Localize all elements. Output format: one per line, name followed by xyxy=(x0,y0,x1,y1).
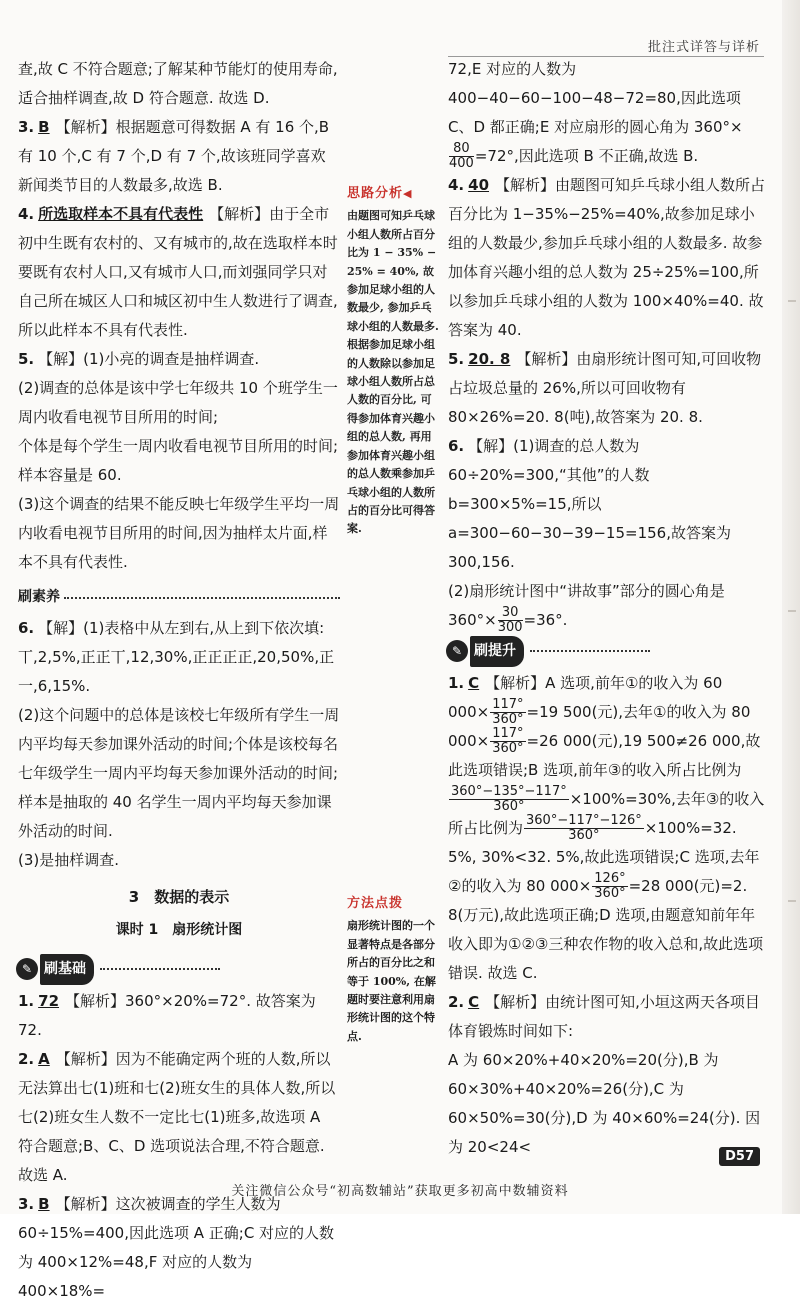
answer: B xyxy=(38,118,50,136)
note-text: 由题图可知乒乓球小组人数所占百分比为 1 − 35% − 25% = 40%, 故参加足球小组的人数最少, 参加乒乓球小组的人数最多. 根据参加足球小组的人数除以参加足球小组人数所占总人数的百分比, 可得参加体育兴趣小组的总人数, 再用参加体育兴趣小组的总人数乘参加乒乓球小组的人数所占的百分比可得答案. xyxy=(347,209,439,536)
note-text: 扇形统计图的一个显著特点是各部分所占的百分比之和等于 100%, 在解题时要注意利用扇形统计图的这个特点. xyxy=(347,919,436,1043)
left-column xyxy=(18,55,340,1306)
edge-mark xyxy=(788,300,796,302)
question-number: 5. xyxy=(448,350,465,368)
analysis: 【解析】这次被调查的学生人数为 60÷15%=400,因此选项 A 正确;C 对应的人数为 400×12%=48,F 对应的人数为 400×18%= xyxy=(18,1195,335,1300)
text: ×100%=32. 5%, 30%<32. 5%,故此选项错误;C 选项,去年②的收入为 80 000× xyxy=(448,819,760,895)
advanced-question-1 xyxy=(448,669,766,988)
basic-question-1 xyxy=(18,987,340,1045)
solution-line: (3)这个调查的结果不能反映七年级学生平均一周内收看电视节目所用的时间,因为抽样太片面,样本不具有代表性. xyxy=(18,495,340,571)
numerator: 360°−117°−126° xyxy=(526,813,642,828)
question-number: 4. xyxy=(18,205,35,223)
badge-label: 刷提升 xyxy=(470,636,524,667)
basic-question-2 xyxy=(18,1045,340,1190)
text: =19 500(元),去年①的收入为 80 000× xyxy=(448,703,751,750)
answer: B xyxy=(38,1195,50,1213)
solution-line: (2)调查的总体是该中学七年级共 10 个班学生一周内收看电视节目所用的时间; xyxy=(18,379,338,426)
answer: 40 xyxy=(468,176,490,194)
analysis: 【解析】由于全市初中生既有农村的、又有城市的,故在选取样本时要既有农村人口,又有城市人口,而刘强同学只对自己所在城区人口和城区初中生人数进行了调查,所以此样本不具有代表性. xyxy=(18,205,338,339)
question-5 xyxy=(18,345,340,374)
basic-question-3 xyxy=(18,1190,340,1306)
numerator: 30 xyxy=(498,606,523,621)
header-title: 批注式详答与详析 xyxy=(647,40,760,55)
dotted-rule xyxy=(100,968,220,970)
badge-label: 刷基础 xyxy=(40,954,94,985)
question-number: 1. xyxy=(448,674,465,692)
dotted-rule xyxy=(530,650,650,652)
fraction xyxy=(449,142,474,171)
fraction xyxy=(592,872,627,901)
page-number: D57 xyxy=(719,1147,760,1166)
answer: C xyxy=(468,674,480,692)
fraction xyxy=(490,698,525,727)
fraction xyxy=(449,785,569,814)
left-continuation: 查,故 C 不符合题意;了解某种节能灯的使用寿命,适合抽样调查,故 D 符合题意. 故选 D. xyxy=(18,60,338,107)
side-note-method xyxy=(347,895,439,1046)
solution-line: 【解】(1)表格中从左到右,从上到下依次填:丅,2,5%,正正丅,12,30%,正正正正,20,50%,正一,6,15%. xyxy=(18,619,335,695)
question-number: 3. xyxy=(18,118,35,136)
text: =26 000(元),19 500≠26 000,故此选项错误;B 选项,前年③的收入所占比例为 xyxy=(448,732,761,779)
text: ×100%=30%,去年③的收入所占比例为 xyxy=(448,790,765,837)
analysis: 【解析】由扇形统计图可知,可回收物占垃圾总量的 26%,所以可回收物有 80×26%=20. 8(吨),故答案为 20. 8. xyxy=(448,350,762,426)
text: 【解析】A 选项,前年①的收入为 60 000× xyxy=(448,674,723,721)
denominator: 360° xyxy=(594,886,626,901)
brush-icon: ✎ xyxy=(446,640,468,662)
chapter-title: 3 数据的表示 xyxy=(128,888,230,906)
brush-icon: ✎ xyxy=(16,958,38,980)
denominator: 360° xyxy=(568,828,600,843)
analysis: 【解析】由统计图可知,小垣这两天各项目体育锻炼时间如下: xyxy=(448,993,760,1040)
solution-line: 个体是每个学生一周内收看电视节目所用的时间;样本容量是 60. xyxy=(18,437,339,484)
solution-line: (2)这个问题中的总体是该校七年级所有学生一周内平均每天参加课外活动的时间;个体是该校每名七年级学生一周内平均每天参加课外活动的时间;样本是抽取的 40 名学生一周内平均每天参加课外活动的时间. xyxy=(18,706,340,840)
question-number: 5. xyxy=(18,350,35,368)
section-title: 刷素养 xyxy=(18,589,60,605)
question-6 xyxy=(448,432,766,577)
fraction xyxy=(490,727,525,756)
edge-mark xyxy=(788,900,796,902)
section-badge xyxy=(446,639,650,663)
solution-line: (3)是抽样调查. xyxy=(18,851,120,869)
note-tag-label: 思路分析 xyxy=(347,186,404,201)
analysis: 【解析】由题图可知乒乓球小组人数所占百分比为 1−35%−25%=40%,故参加足球小组的人数最少,参加乒乓球小组的人数最多. 故参加体育兴趣小组的总人数为 25÷25%=100,所以参加乒乓球小组的人数为 100×40%=40. 故答案为 40. xyxy=(448,176,766,339)
edge-mark xyxy=(788,610,796,612)
fraction xyxy=(524,814,644,843)
section-heading xyxy=(18,583,340,612)
denominator: 360° xyxy=(492,741,524,756)
question-3 xyxy=(18,113,340,200)
answer: C xyxy=(468,993,480,1011)
question-number: 2. xyxy=(18,1050,35,1068)
advanced-question-2 xyxy=(448,988,766,1046)
question-number: 3. xyxy=(18,1195,35,1213)
answer: A xyxy=(38,1050,50,1068)
text: =36°. xyxy=(523,611,568,629)
dotted-rule xyxy=(64,597,340,599)
numerator: 360°−135°−117° xyxy=(451,784,567,799)
lesson-title: 课时 1 扇形统计图 xyxy=(115,922,243,938)
page-edge xyxy=(782,0,800,1214)
answer: 72 xyxy=(38,992,60,1010)
numerator: 126° xyxy=(594,871,626,886)
solution-line: 【解】(1)小亮的调查是抽样调查. xyxy=(38,350,260,368)
question-number: 2. xyxy=(448,993,465,1011)
answer: 所选取样本不具有代表性 xyxy=(38,205,204,223)
section-badge xyxy=(16,957,220,981)
question-number: 4. xyxy=(448,176,465,194)
question-5 xyxy=(448,345,766,432)
numerator: 117° xyxy=(492,726,524,741)
text: =72°,因此选项 B 不正确,故选 B. xyxy=(474,147,699,165)
fraction xyxy=(498,606,523,635)
question-6 xyxy=(18,614,340,701)
question-number: 1. xyxy=(18,992,35,1010)
numerator: 117° xyxy=(492,697,524,712)
denominator: 400 xyxy=(449,156,474,171)
text: 72,E 对应的人数为 400−40−60−100−48−72=80,因此选项 C、D 都正确;E 对应扇形的圆心角为 360°× xyxy=(448,60,743,136)
analysis: 【解析】360°×20%=72°. 故答案为 72. xyxy=(18,992,316,1039)
note-tag xyxy=(347,185,439,203)
right-continuation xyxy=(448,55,766,171)
text: =28 000(元)=2. 8(万元),故此选项正确;D 选项,由题意知前年年收入即为①②③三种农作物的收入总和,故此选项错误. 故选 C. xyxy=(448,877,764,982)
analysis: 【解析】根据题意可得数据 A 有 16 个,B 有 10 个,C 有 7 个,D 有 7 个,故该班同学喜欢新闻类节目的人数最多,故选 B. xyxy=(18,118,330,194)
solution-line: 【解】(1)调查的总人数为 60÷20%=300,“其他”的人数 b=300×5%=15,所以 a=300−60−30−39−15=156,故答案为 300,156. xyxy=(448,437,731,571)
solution-line: A 为 60×20%+40×20%=20(分),B 为 60×30%+40×20%=26(分),C 为 60×50%=30(分),D 为 40×60%=24(分). 因为 20<24< xyxy=(448,1051,761,1156)
denominator: 360° xyxy=(492,712,524,727)
footer-text: 关注微信公众号“初高数辅站”获取更多初高中数辅资料 xyxy=(231,1184,569,1199)
denominator: 300 xyxy=(497,620,523,635)
note-tag: 方法点拨 xyxy=(347,896,404,911)
question-number: 6. xyxy=(448,437,465,455)
right-column xyxy=(448,55,766,1162)
answer: 20. 8 xyxy=(468,350,511,368)
solution-line xyxy=(448,577,766,635)
pointer-icon: ◀ xyxy=(403,187,413,200)
question-number: 6. xyxy=(18,619,35,637)
analysis: 【解析】因为不能确定两个班的人数,所以无法算出七(1)班和七(2)班女生的具体人数,所以七(2)班女生人数不一定比七(1)班多,故选项 A 符合题意;B、C、D 选项说法合理,不符合题意. 故选 A. xyxy=(18,1050,336,1184)
denominator: 360° xyxy=(493,799,525,814)
question-4 xyxy=(18,200,340,345)
text: (2)扇形统计图中“讲故事”部分的圆心角是 360°× xyxy=(448,582,725,629)
question-4 xyxy=(448,171,766,345)
side-note-thinking xyxy=(347,185,439,539)
numerator: 80 xyxy=(449,142,474,157)
